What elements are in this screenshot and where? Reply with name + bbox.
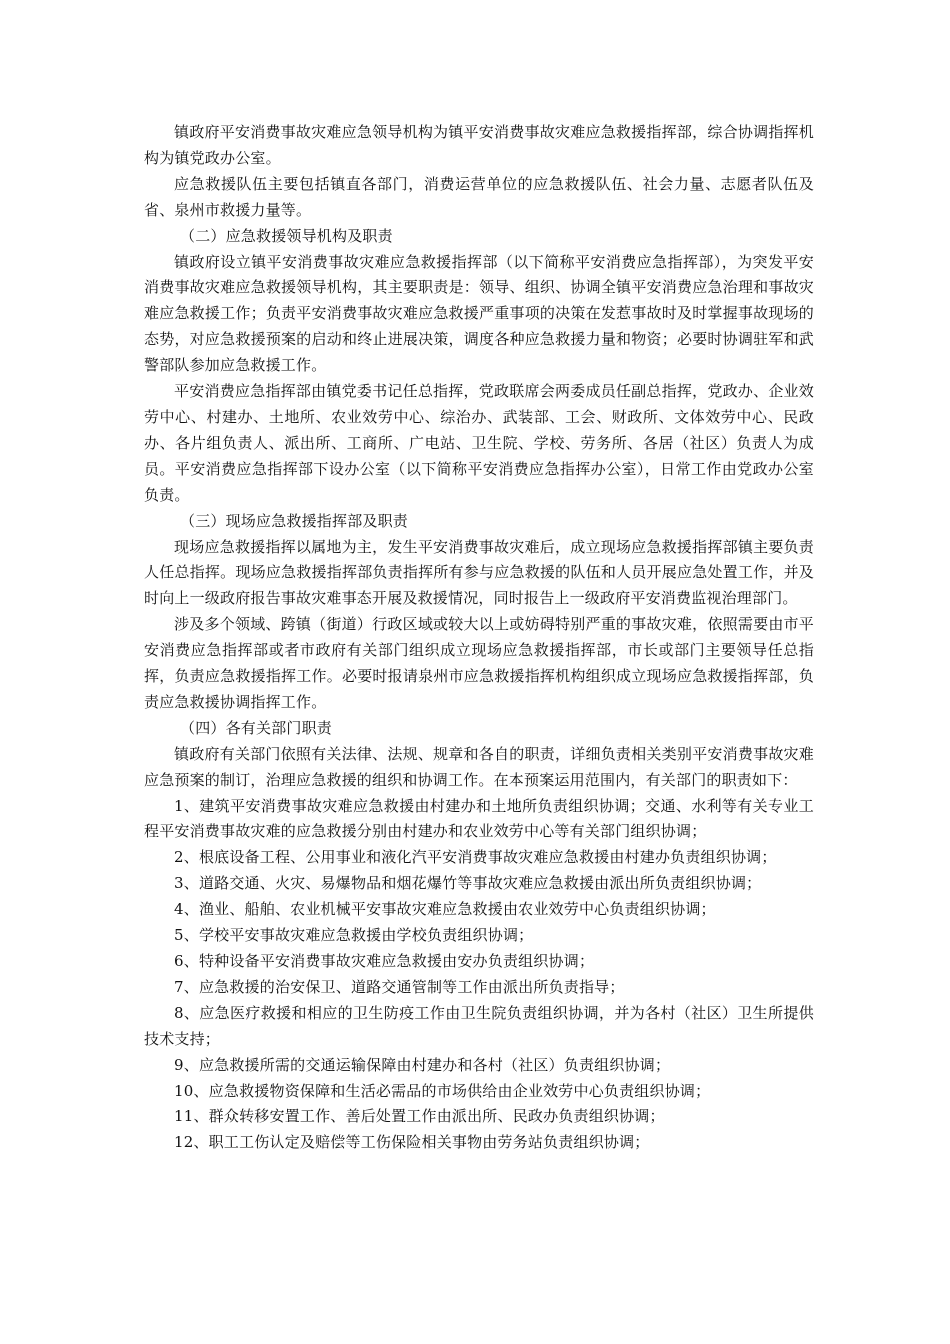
paragraph: 平安消费应急指挥部由镇党委书记任总指挥，党政联席会两委成员任副总指挥，党政办、企业效劳中心、村建办、土地所、农业效劳中心、综治办、武装部、工会、财政所、文体效劳中心、民政办、各片组负责人、派出所、工商所、广电站、卫生院、学校、劳务所、各居（社区）负责人为成员。平安消费应急指挥部下设办公室（以下简称平安消费应急指挥办公室），日常工作由党政办公室负责。 bbox=[144, 382, 814, 504]
list-item: 10、应急救援物资保障和生活必需品的市场供给由企业效劳中心负责组织协调； bbox=[174, 1081, 711, 1100]
list-item: 3、道路交通、火灾、易爆物品和烟花爆竹等事故灾难应急救援由派出所负责组织协调； bbox=[174, 874, 762, 893]
list-item: 1、建筑平安消费事故灾难应急救援由村建办和土地所负责组织协调；交通、水利等有关专业工程平安消费事故灾难的应急救援分别由村建办和农业效劳中心等有关部门组织协调； bbox=[144, 796, 814, 841]
section-heading: （三）现场应急救援指挥部及职责 bbox=[180, 511, 409, 530]
paragraph: 应急救援队伍主要包括镇直各部门，消费运营单位的应急救援队伍、社会力量、志愿者队伍及省、泉州市救援力量等。 bbox=[144, 174, 814, 219]
list-item: 12、职工工伤认定及赔偿等工伤保险相关事物由劳务站负责组织协调； bbox=[174, 1133, 650, 1152]
list-item: 2、根底设备工程、公用事业和液化汽平安消费事故灾难应急救援由村建办负责组织协调； bbox=[174, 848, 777, 867]
list-item: 5、学校平安事故灾难应急救援由学校负责组织协调； bbox=[174, 926, 534, 945]
list-item: 11、群众转移安置工作、善后处置工作由派出所、民政办负责组织协调； bbox=[174, 1107, 665, 1126]
paragraph: 镇政府有关部门依照有关法律、法规、规章和各自的职责，详细负责相关类别平安消费事故灾难应急预案的制订，治理应急救援的组织和协调工作。在本预案运用范围内，有关部门的职责如下： bbox=[144, 744, 814, 789]
paragraph: 涉及多个领域、跨镇（街道）行政区域或较大以上或妨碍特别严重的事故灾难，依照需要由市平安消费应急指挥部或者市政府有关部门组织成立现场应急救援指挥部，市长或部门主要领导任总指挥，负责应急救援指挥工作。必要时报请泉州市应急救援指挥机构组织成立现场应急救援指挥部，负责应急救援协调指挥工作。 bbox=[144, 615, 814, 711]
paragraph: 镇政府平安消费事故灾难应急领导机构为镇平安消费事故灾难应急救援指挥部，综合协调指挥机构为镇党政办公室。 bbox=[144, 123, 814, 167]
paragraph: 镇政府设立镇平安消费事故灾难应急救援指挥部（以下简称平安消费应急指挥部），为突发平安消费事故灾难应急救援领导机构，其主要职责是：领导、组织、协调全镇平安消费应急治理和事故灾难应急救援工作；负责平安消费事故灾难应急救援严重事项的决策在发惹事故时及时掌握事故现场的态势，对应急救援预案的启动和终止进展决策，调度各种应急救援力量和物资；必要时协调驻军和武警部队参加应急救援工作。 bbox=[144, 252, 814, 375]
list-item: 7、应急救援的治安保卫、道路交通管制等工作由派出所负责指导； bbox=[174, 977, 625, 996]
paragraph: 现场应急救援指挥以属地为主，发生平安消费事故灾难后，成立现场应急救援指挥部镇主要负责人任总指挥。现场应急救援指挥部负责指挥所有参与应急救援的队伍和人员开展应急处置工作，并及时向上一级政府报告事故灾难事态开展及救援情况，同时报告上一级政府平安消费监视治理部门。 bbox=[144, 537, 814, 608]
section-heading: （四）各有关部门职责 bbox=[180, 718, 333, 737]
document-body bbox=[144, 120, 814, 1156]
section-heading: （二）应急救援领导机构及职责 bbox=[180, 226, 393, 245]
list-item: 9、应急救援所需的交通运输保障由村建办和各村（社区）负责组织协调； bbox=[174, 1055, 671, 1074]
list-item: 8、应急医疗救援和相应的卫生防疫工作由卫生院负责组织协调，并为各村（社区）卫生所提供技术支持； bbox=[144, 1003, 814, 1048]
list-item: 4、渔业、船舶、农业机械平安事故灾难应急救援由农业效劳中心负责组织协调； bbox=[174, 900, 716, 919]
list-item: 6、特种设备平安消费事故灾难应急救援由安办负责组织协调； bbox=[174, 952, 595, 970]
